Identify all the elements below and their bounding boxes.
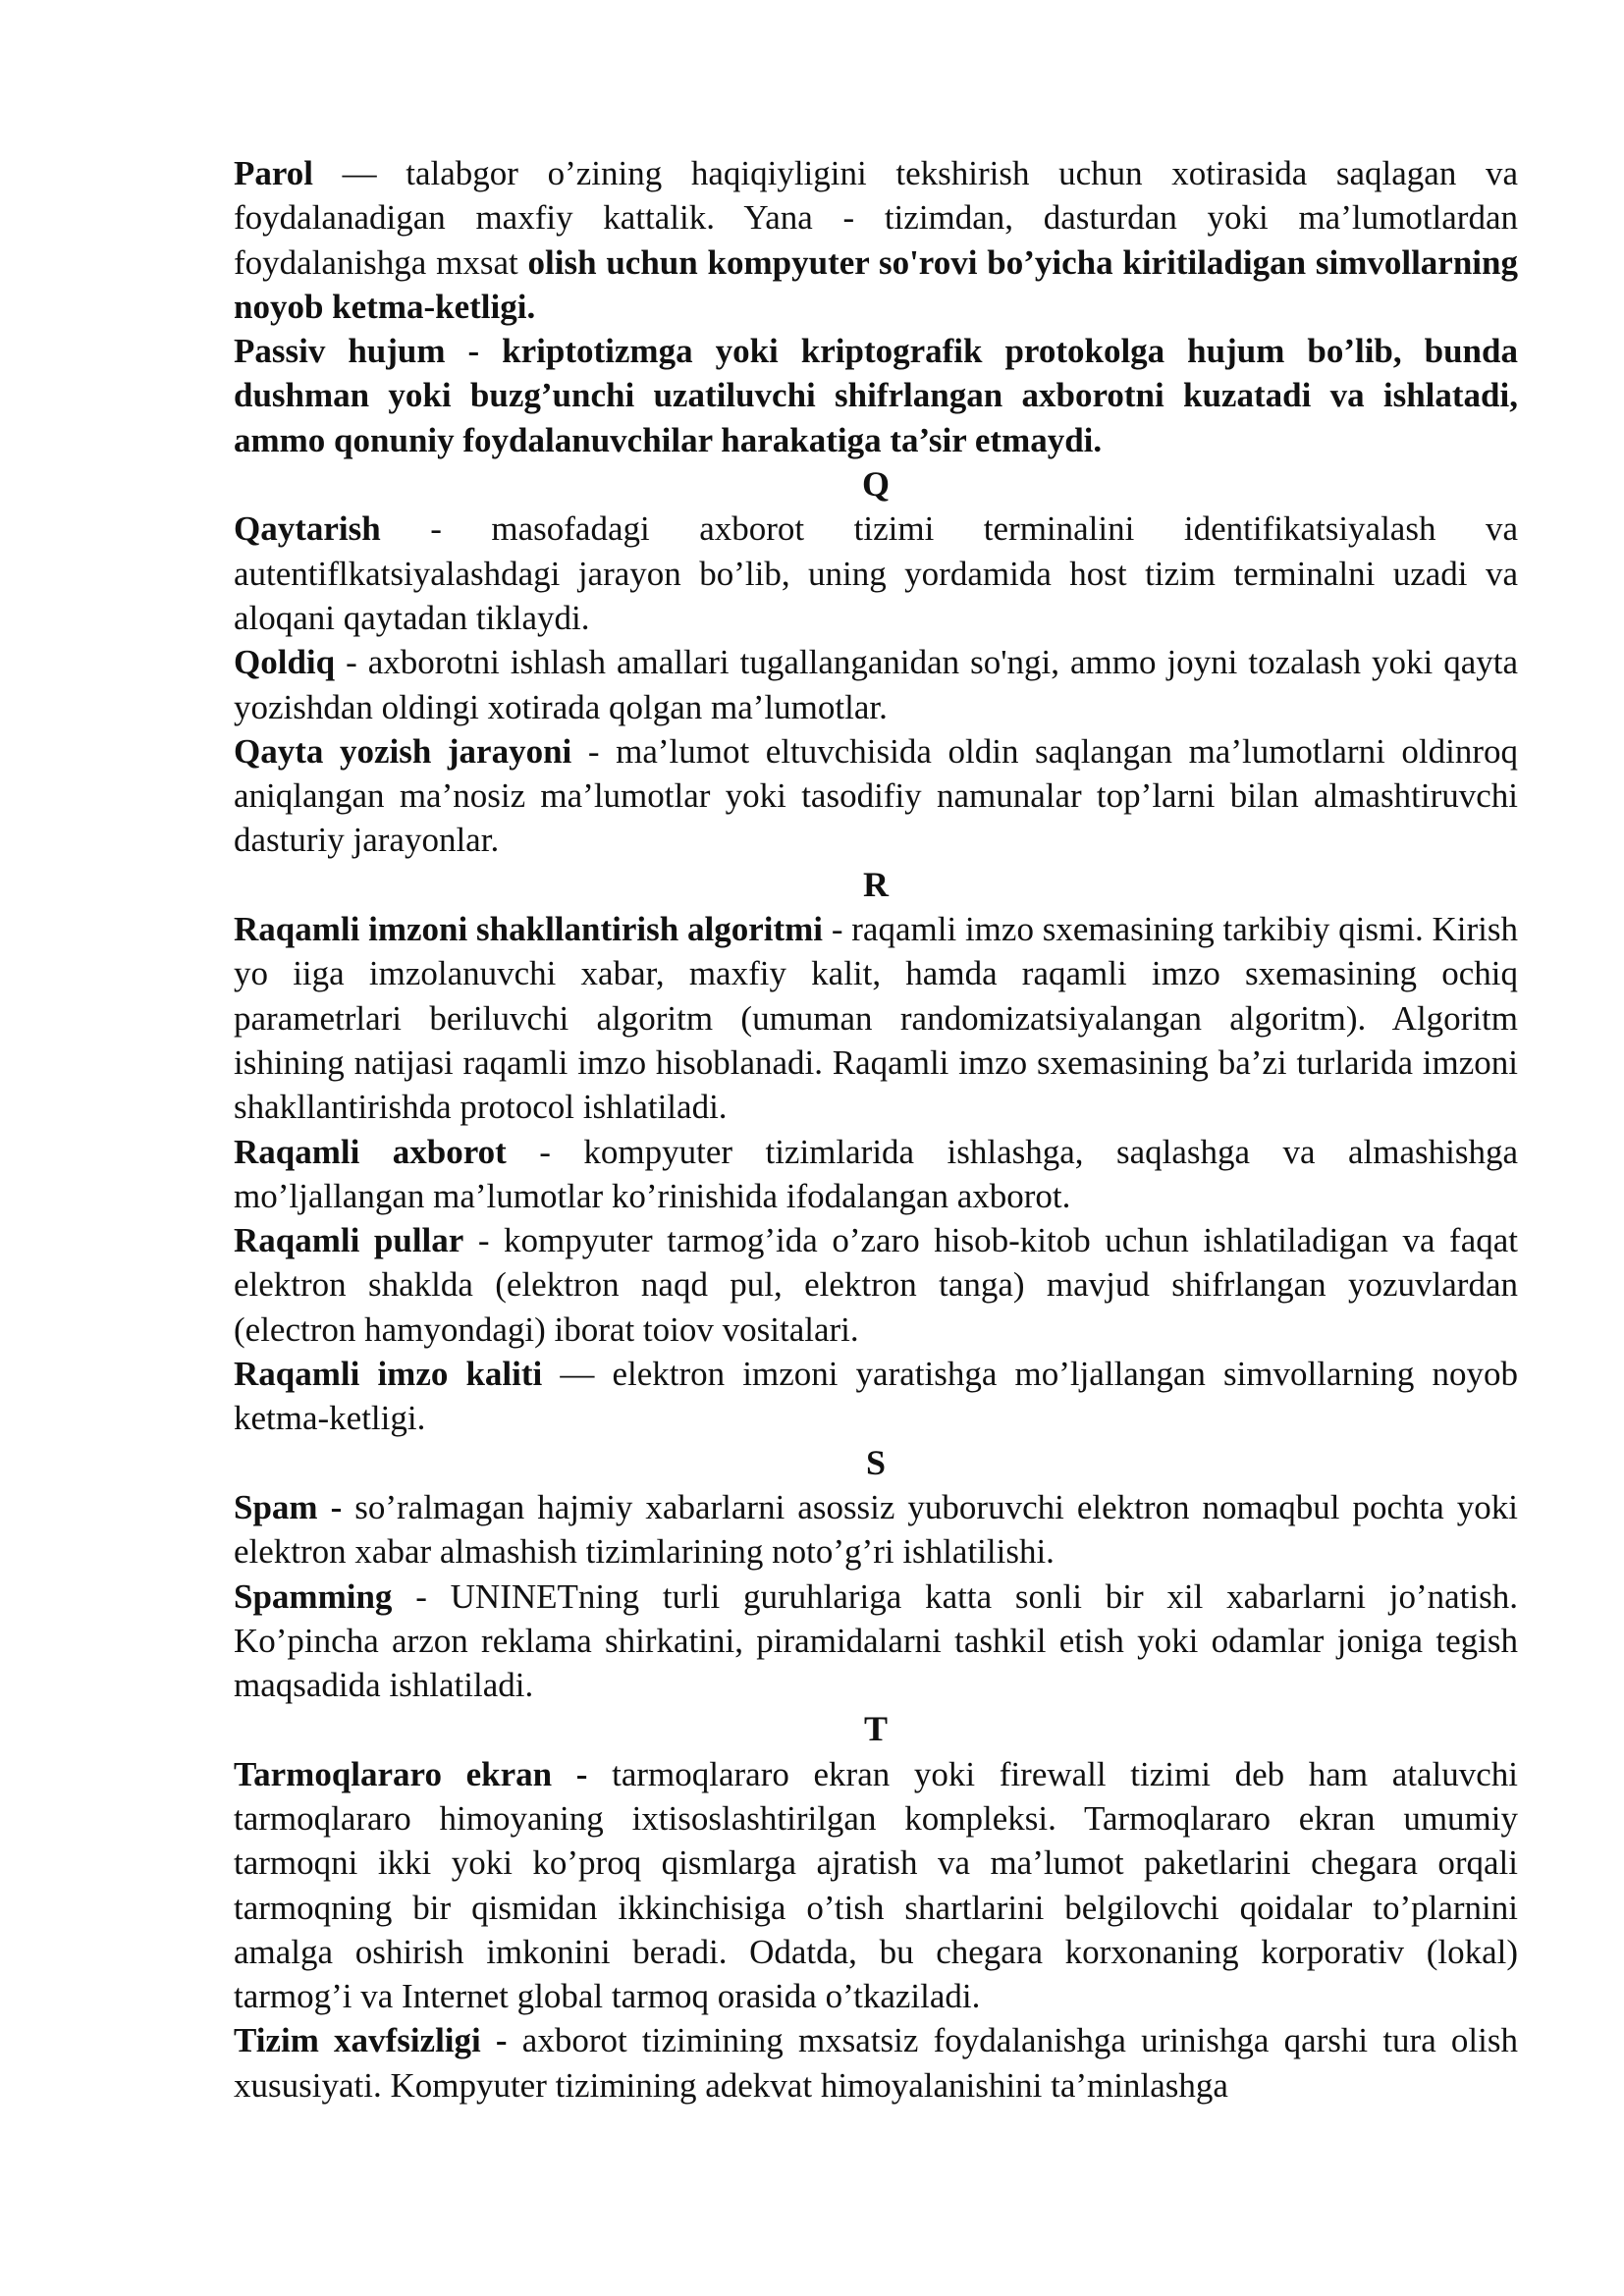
definition-text: so’ralmagan hajmiy xabarlarni asossiz yuboruvchi elektron nomaqbul pochta yoki elektron xabar almashish tizimlarining noto’g’ri ishlatilishi.	[234, 1487, 1519, 1572]
glossary-entry	[234, 1352, 1518, 1441]
glossary-entry	[234, 507, 1518, 640]
definition-text: - masofadagi axborot tizimi terminalini identifikatsiyalash va autentiflkatsiyalashdagi jarayon bo’lib, uning yordamida host tizim terminalni uzadi va aloqani qaytadan tiklaydi.	[234, 509, 1518, 637]
glossary-entry	[234, 640, 1518, 729]
glossary-term: Tizim xavfsizligi -	[234, 2021, 508, 2060]
definition-text: - axborotni ishlash amallari tugallanganidan so'ngi, ammo joyni tozalash yoki qayta yozishdan oldingi xotirada qolgan ma’lumotlar.	[234, 643, 1518, 726]
glossary-term: Tarmoqlararo ekran -	[234, 1754, 588, 1793]
glossary-entry	[234, 1485, 1518, 1575]
definition-text: - kompyuter tizimlarida ishlashga, saqlashga va almashishga mo’ljallangan ma’lumotlar ko’rinishida ifodalangan axborot.	[234, 1132, 1519, 1215]
definition-text: - UNINETning turli guruhlariga katta sonli bir xil xabarlarni jo’natish. Ko’pincha arzon reklama shirkatini, piramidalarni tashkil etish yoki odamlar joniga tegish maqsadida ishlatiladi.	[234, 1576, 1518, 1705]
section-letter: Q	[861, 464, 890, 505]
glossary-entry	[234, 1130, 1518, 1219]
glossary-term: Qoldiq	[234, 643, 336, 682]
definition-text: - kompyuter tarmog’ida o’zaro hisob-kitob uchun ishlatiladigan va faqat elektron shaklda (elektron naqd pul, elektron tanga) mavjud shifrlangan yozuvlardan (electron hamyondagi) iborat toiov vositalari.	[234, 1221, 1518, 1349]
definition-text: — talabgor o’zining haqiqiyligini tekshirish uchun xotirasida saqlagan va foydalanadigan maxfiy kattalik. Yana - tizimdan, dasturdan yoki ma’lumotlardan foydalanishga mxsat	[234, 154, 1518, 282]
glossary-entry	[234, 1752, 1518, 2019]
glossary-term: Raqamli pullar	[234, 1221, 464, 1260]
glossary-term: Qayta yozish jarayoni	[234, 731, 572, 771]
glossary-entry	[234, 151, 1518, 329]
glossary-term: Raqamli imzo kaliti	[234, 1355, 543, 1394]
bold-definition-text: Passiv hujum - kriptotizmga yoki kriptografik protokolga hujum bo’lib, bunda dushman yoki buzg’unchi uzatiluvchi shifrlangan axborotni kuzatadi va ishlatadi, ammo qonuniy foydalanuvchilar harakatiga ta’sir etmaydi.	[234, 332, 1518, 459]
glossary-term: Spam -	[234, 1487, 343, 1526]
section-letter: S	[865, 1442, 887, 1482]
definition-text: tarmoqlararo ekran yoki firewall tizimi deb ham ataluvchi tarmoqlararo himoyaning ixtisoslashtirilgan kompleksi. Tarmoqlararo ekran umumiy tarmoqni ikki yoki ko’proq qismlarga ajratish va ma’lumot paketlarini chegara orqali tarmoqning bir qismidan ikkinchisiga o’tish shartlarini belgilovchi qoidalar to’plarnini amalga oshirish imkonini beradi. Odatda, bu chegara korxonaning korporativ (lokal) tarmog’i va Internet global tarmoq orasida o’tkaziladi.	[234, 1754, 1518, 2016]
glossary-term: Raqamli axborot	[234, 1132, 507, 1171]
section-letter: R	[863, 864, 889, 904]
glossary-term: Qaytarish	[234, 509, 381, 549]
glossary-entry	[234, 2018, 1518, 2108]
glossary-entry	[234, 329, 1518, 462]
glossary-entry	[234, 907, 1518, 1129]
definition-text: - ma’lumot eltuvchisida oldin saqlangan ma’lumotlarni oldinroq aniqlangan ma’nosiz ma’lumotlar yoki tasodifiy namunalar top’larni bilan almashtiruvchi dasturiy jarayonlar.	[234, 731, 1518, 860]
definition-text: axborot tizimining mxsatsiz foydalanishga urinishga qarshi tura olish xususiyati. Kompyuter tizimining adekvat himoyalanishini ta’minlashga	[234, 2021, 1518, 2105]
definition-text: - raqamli imzo sxemasining tarkibiy qismi. Kirish yo iiga imzolanuvchi xabar, maxfiy kalit, hamda raqamli imzo sxemasining ochiq parametrlari beriluvchi algoritm (umuman randomizatsiyalangan algoritm). Algoritm ishining natijasi raqamli imzo hisoblanadi. Raqamli imzo sxemasining ba’zi turlarida imzoni shakllantirishda protocol ishlatiladi.	[234, 910, 1518, 1127]
glossary-entry	[234, 729, 1518, 863]
glossary-term: Parol	[234, 154, 314, 192]
glossary-term: Raqamli imzoni shakllantirish algoritmi	[234, 910, 824, 949]
glossary-term: Spamming	[234, 1576, 393, 1616]
section-letter: T	[863, 1709, 888, 1749]
definition-text: — elektron imzoni yaratishga mo’ljallangan simvollarning noyob ketma-ketligi.	[234, 1355, 1518, 1438]
glossary-entry	[234, 1575, 1518, 1708]
glossary-entry	[234, 1218, 1518, 1352]
document-page	[234, 151, 1518, 2108]
bold-definition-text: olish uchun kompyuter so'rovi bo’yicha kiritiladigan simvollarning noyob ketma-ketligi.	[234, 242, 1518, 326]
